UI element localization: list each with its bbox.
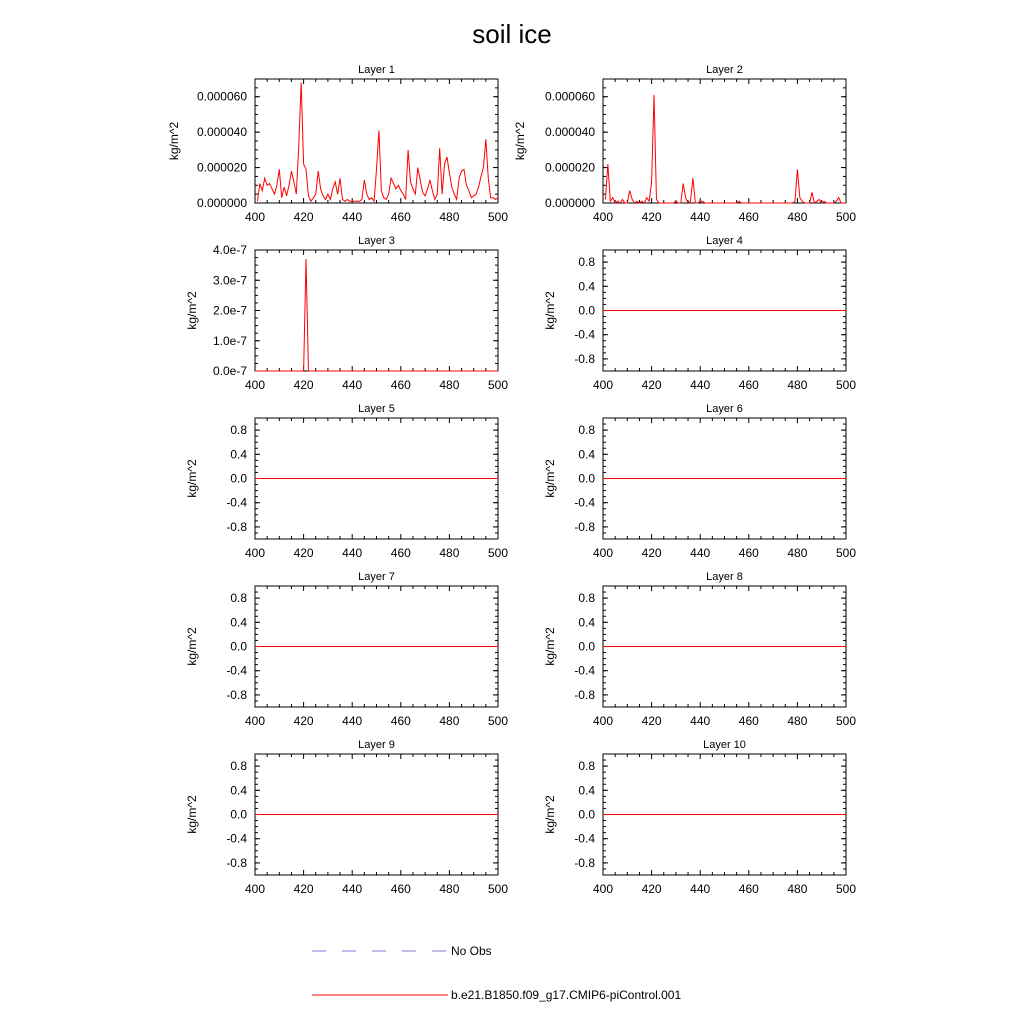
y-tick-label: 0.8 — [578, 255, 595, 270]
x-tick-label: 440 — [690, 882, 711, 896]
figure-title: soil ice — [472, 19, 552, 49]
y-tick-label: 0.0 — [578, 303, 595, 318]
x-tick-label: 440 — [342, 714, 363, 728]
x-tick-label: 400 — [244, 378, 266, 392]
y-tick-label: 0.8 — [230, 423, 247, 438]
y-tick-label: 0.8 — [578, 591, 595, 606]
panel-title: Layer 1 — [358, 64, 395, 76]
x-tick-label: 480 — [439, 378, 460, 392]
y-axis-label: kg/m^2 — [543, 795, 557, 834]
y-tick-label: 4.0e-7 — [212, 243, 247, 257]
panel-layer-7 — [185, 571, 508, 728]
y-axis-label: kg/m^2 — [167, 121, 181, 161]
y-tick-label: 0.000040 — [544, 125, 595, 140]
y-tick-label: 0.8 — [230, 591, 247, 606]
y-axis-label: kg/m^2 — [185, 795, 199, 834]
y-tick-label: 0.000000 — [196, 196, 247, 210]
x-tick-label: 460 — [390, 546, 411, 560]
y-tick-label: 0.8 — [578, 423, 595, 438]
x-tick-label: 420 — [293, 378, 314, 392]
y-tick-label: 0.0e-7 — [212, 364, 247, 378]
x-tick-label: 480 — [787, 882, 808, 896]
panel-title: Layer 7 — [358, 571, 395, 583]
y-tick-label: 0.4 — [230, 615, 247, 630]
y-tick-label: -0.4 — [226, 831, 247, 846]
x-tick-label: 420 — [293, 714, 314, 728]
panel-title: Layer 3 — [358, 235, 395, 247]
x-tick-label: 420 — [641, 546, 662, 560]
series-line — [605, 95, 846, 203]
panel-layer-1 — [167, 64, 508, 224]
x-tick-label: 460 — [738, 546, 759, 560]
x-tick-label: 400 — [244, 882, 266, 896]
y-tick-label: -0.4 — [574, 327, 595, 342]
x-tick-label: 460 — [390, 378, 411, 392]
x-tick-label: 460 — [738, 210, 759, 224]
y-tick-label: -0.4 — [574, 663, 595, 678]
panel-title: Layer 5 — [358, 403, 395, 415]
x-tick-label: 480 — [787, 714, 808, 728]
series-line — [255, 259, 498, 371]
y-tick-label: 0.8 — [230, 759, 247, 774]
panel-title: Layer 9 — [358, 739, 395, 751]
panel-title: Layer 4 — [706, 235, 743, 247]
panel-title: Layer 10 — [703, 739, 746, 751]
x-tick-label: 400 — [244, 546, 266, 560]
x-tick-label: 480 — [439, 210, 460, 224]
x-tick-label: 500 — [487, 378, 509, 392]
y-tick-label: 0.000020 — [544, 160, 595, 175]
x-tick-label: 440 — [690, 714, 711, 728]
y-tick-label: -0.8 — [574, 687, 595, 702]
y-axis-label: kg/m^2 — [185, 291, 199, 330]
x-tick-label: 400 — [244, 714, 266, 728]
x-tick-label: 440 — [690, 378, 711, 392]
legend-model-label: b.e21.B1850.f09_g17.CMIP6-piControl.001 — [451, 988, 682, 1002]
y-tick-label: 0.0 — [230, 471, 247, 486]
y-tick-label: -0.4 — [574, 495, 595, 510]
panel-title: Layer 8 — [706, 571, 743, 583]
panel-layer-4 — [543, 235, 856, 392]
x-tick-label: 480 — [439, 882, 460, 896]
x-tick-label: 420 — [641, 210, 662, 224]
x-tick-label: 500 — [835, 882, 857, 896]
y-tick-label: -0.4 — [226, 663, 247, 678]
panel-layer-5 — [185, 403, 508, 560]
panel-layer-3 — [185, 235, 508, 392]
y-tick-label: -0.8 — [226, 855, 247, 870]
x-tick-label: 420 — [293, 546, 314, 560]
y-tick-label: -0.8 — [226, 519, 247, 534]
y-tick-label: 0.0 — [230, 639, 247, 654]
y-tick-label: 0.0 — [230, 807, 247, 822]
x-tick-label: 420 — [293, 210, 314, 224]
y-tick-label: -0.8 — [226, 687, 247, 702]
y-tick-label: 2.0e-7 — [212, 303, 247, 318]
x-tick-label: 460 — [738, 378, 759, 392]
y-tick-label: 0.8 — [578, 759, 595, 774]
y-tick-label: 0.000060 — [544, 89, 595, 104]
x-tick-label: 500 — [487, 210, 509, 224]
y-tick-label: -0.8 — [574, 519, 595, 534]
y-axis-label: kg/m^2 — [513, 121, 527, 161]
x-tick-label: 500 — [835, 210, 857, 224]
y-axis-label: kg/m^2 — [543, 291, 557, 330]
x-tick-label: 460 — [738, 882, 759, 896]
plot-frame — [603, 79, 846, 203]
x-tick-label: 460 — [390, 882, 411, 896]
x-tick-label: 500 — [835, 714, 857, 728]
plot-frame — [255, 79, 498, 203]
y-axis-label: kg/m^2 — [543, 459, 557, 498]
y-tick-label: 0.0 — [578, 639, 595, 654]
x-tick-label: 500 — [487, 882, 509, 896]
plot-frame — [255, 250, 498, 371]
y-axis-label: kg/m^2 — [185, 459, 199, 498]
y-tick-label: -0.8 — [574, 351, 595, 366]
y-tick-label: 0.0 — [578, 807, 595, 822]
panel-layer-2 — [513, 64, 856, 224]
y-tick-label: 0.000060 — [196, 89, 247, 104]
panels — [167, 64, 856, 896]
y-tick-label: 0.4 — [230, 783, 247, 798]
x-tick-label: 440 — [342, 378, 363, 392]
x-tick-label: 400 — [592, 714, 614, 728]
x-tick-label: 440 — [690, 210, 711, 224]
x-tick-label: 440 — [342, 210, 363, 224]
y-tick-label: 0.000020 — [196, 160, 247, 175]
x-tick-label: 480 — [787, 546, 808, 560]
x-tick-label: 400 — [592, 210, 614, 224]
x-tick-label: 460 — [738, 714, 759, 728]
y-tick-label: 0.000000 — [544, 196, 595, 210]
x-tick-label: 400 — [592, 546, 614, 560]
y-tick-label: -0.4 — [226, 495, 247, 510]
x-tick-label: 460 — [390, 714, 411, 728]
y-tick-label: 1.0e-7 — [212, 333, 247, 348]
x-tick-label: 400 — [592, 378, 614, 392]
y-tick-label: 0.4 — [578, 447, 595, 462]
y-tick-label: -0.8 — [574, 855, 595, 870]
x-tick-label: 400 — [592, 882, 614, 896]
panel-title: Layer 2 — [706, 64, 743, 76]
x-tick-label: 420 — [641, 378, 662, 392]
y-axis-label: kg/m^2 — [543, 627, 557, 666]
x-tick-label: 480 — [439, 546, 460, 560]
y-tick-label: 3.0e-7 — [212, 273, 247, 288]
x-tick-label: 420 — [641, 714, 662, 728]
panel-title: Layer 6 — [706, 403, 743, 415]
x-tick-label: 420 — [293, 882, 314, 896]
y-tick-label: 0.0 — [578, 471, 595, 486]
x-tick-label: 460 — [390, 210, 411, 224]
legend-obs-label: No Obs — [451, 944, 492, 958]
panel-layer-9 — [185, 739, 508, 896]
legend — [312, 944, 681, 1002]
y-axis-label: kg/m^2 — [185, 627, 199, 666]
y-tick-label: 0.4 — [578, 783, 595, 798]
y-tick-label: 0.000040 — [196, 125, 247, 140]
y-tick-label: 0.4 — [578, 615, 595, 630]
series-line — [257, 83, 498, 202]
panel-layer-10 — [543, 739, 856, 896]
x-tick-label: 480 — [787, 378, 808, 392]
x-tick-label: 500 — [835, 378, 857, 392]
y-tick-label: -0.4 — [574, 831, 595, 846]
x-tick-label: 500 — [835, 546, 857, 560]
x-tick-label: 440 — [690, 546, 711, 560]
panel-layer-8 — [543, 571, 856, 728]
x-tick-label: 440 — [342, 546, 363, 560]
x-tick-label: 500 — [487, 714, 509, 728]
y-tick-label: 0.4 — [578, 279, 595, 294]
x-tick-label: 420 — [641, 882, 662, 896]
y-tick-label: 0.4 — [230, 447, 247, 462]
x-tick-label: 400 — [244, 210, 266, 224]
x-tick-label: 480 — [439, 714, 460, 728]
x-tick-label: 480 — [787, 210, 808, 224]
panel-layer-6 — [543, 403, 856, 560]
x-tick-label: 440 — [342, 882, 363, 896]
x-tick-label: 500 — [487, 546, 509, 560]
